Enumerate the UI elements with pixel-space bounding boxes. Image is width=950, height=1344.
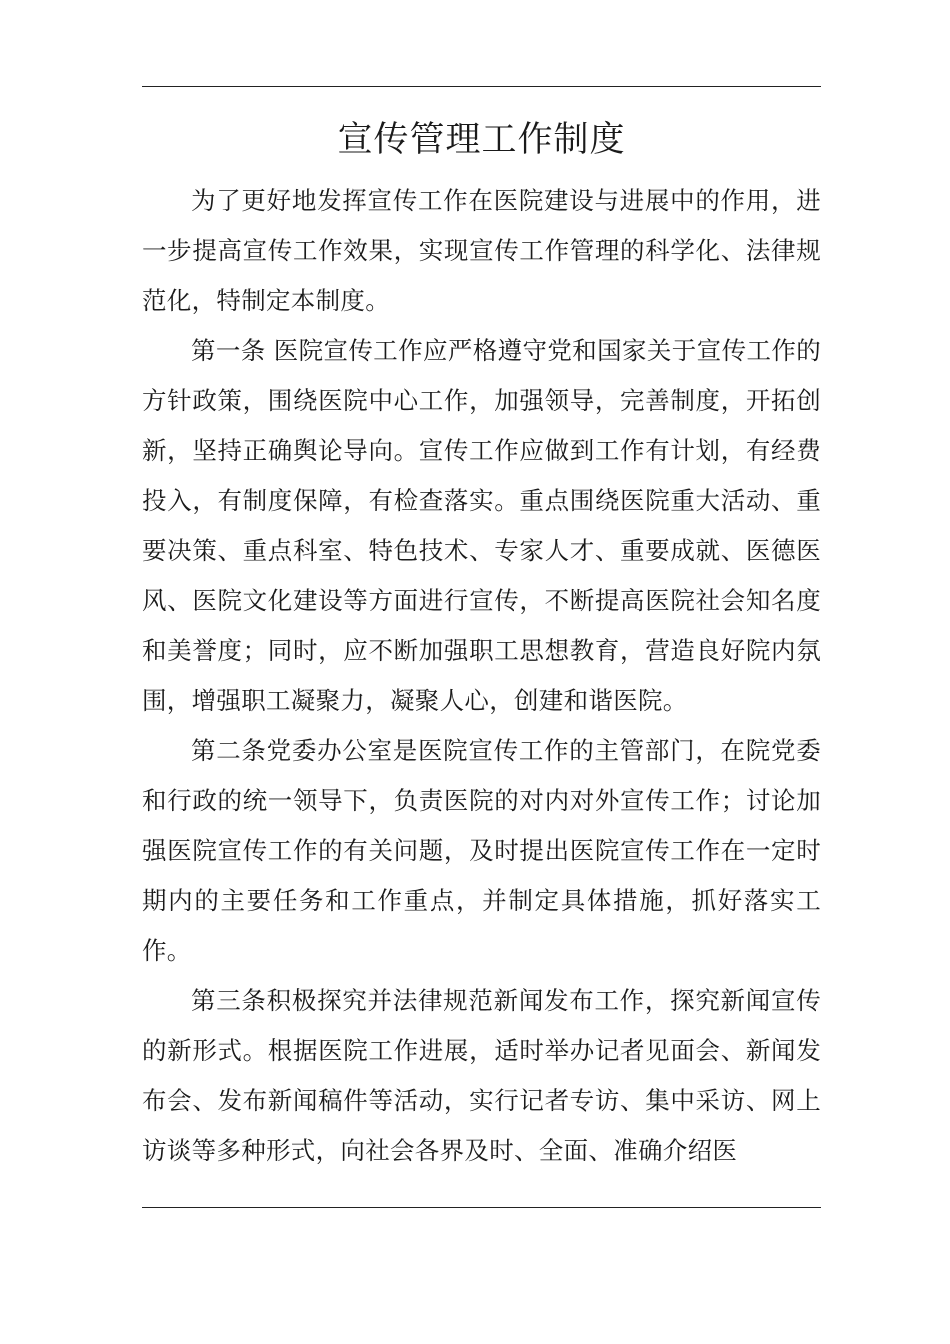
document-body (142, 176, 821, 1176)
document-title: 宣传管理工作制度 (337, 120, 626, 160)
paragraph-intro: 为了更好地发挥宣传工作在医院建设与进展中的作用，进一步提高宣传工作效果，实现宣传工作管理的科学化、法律规范化，特制定本制度。 (142, 186, 821, 315)
paragraph-article-3: 第三条积极探究并法律规范新闻发布工作，探究新闻宣传的新形式。根据医院工作进展，适时举办记者见面会、新闻发布会、发布新闻稿件等活动，实行记者专访、集中采访、网上访谈等多种形式，向社会各界及时、全面、准确介绍医 (142, 986, 821, 1165)
footer-rule (142, 1207, 821, 1208)
paragraph-article-2: 第二条党委办公室是医院宣传工作的主管部门，在院党委和行政的统一领导下，负责医院的对内对外宣传工作；讨论加强医院宣传工作的有关问题，及时提出医院宣传工作在一定时期内的主要任务和工作重点，并制定具体措施，抓好落实工作。 (142, 736, 821, 965)
header-rule (142, 86, 821, 87)
paragraph-article-1: 第一条 医院宣传工作应严格遵守党和国家关于宣传工作的方针政策，围绕医院中心工作，加强领导，完善制度，开拓创新，坚持正确舆论导向。宣传工作应做到工作有计划，有经费投入，有制度保障，有检查落实。重点围绕医院重大活动、重要决策、重点科室、特色技术、专家人才、重要成就、医德医风、医院文化建设等方面进行宣传，不断提高医院社会知名度和美誉度；同时，应不断加强职工思想教育，营造良好院内氛围，增强职工凝聚力，凝聚人心，创建和谐医院。 (142, 336, 821, 715)
